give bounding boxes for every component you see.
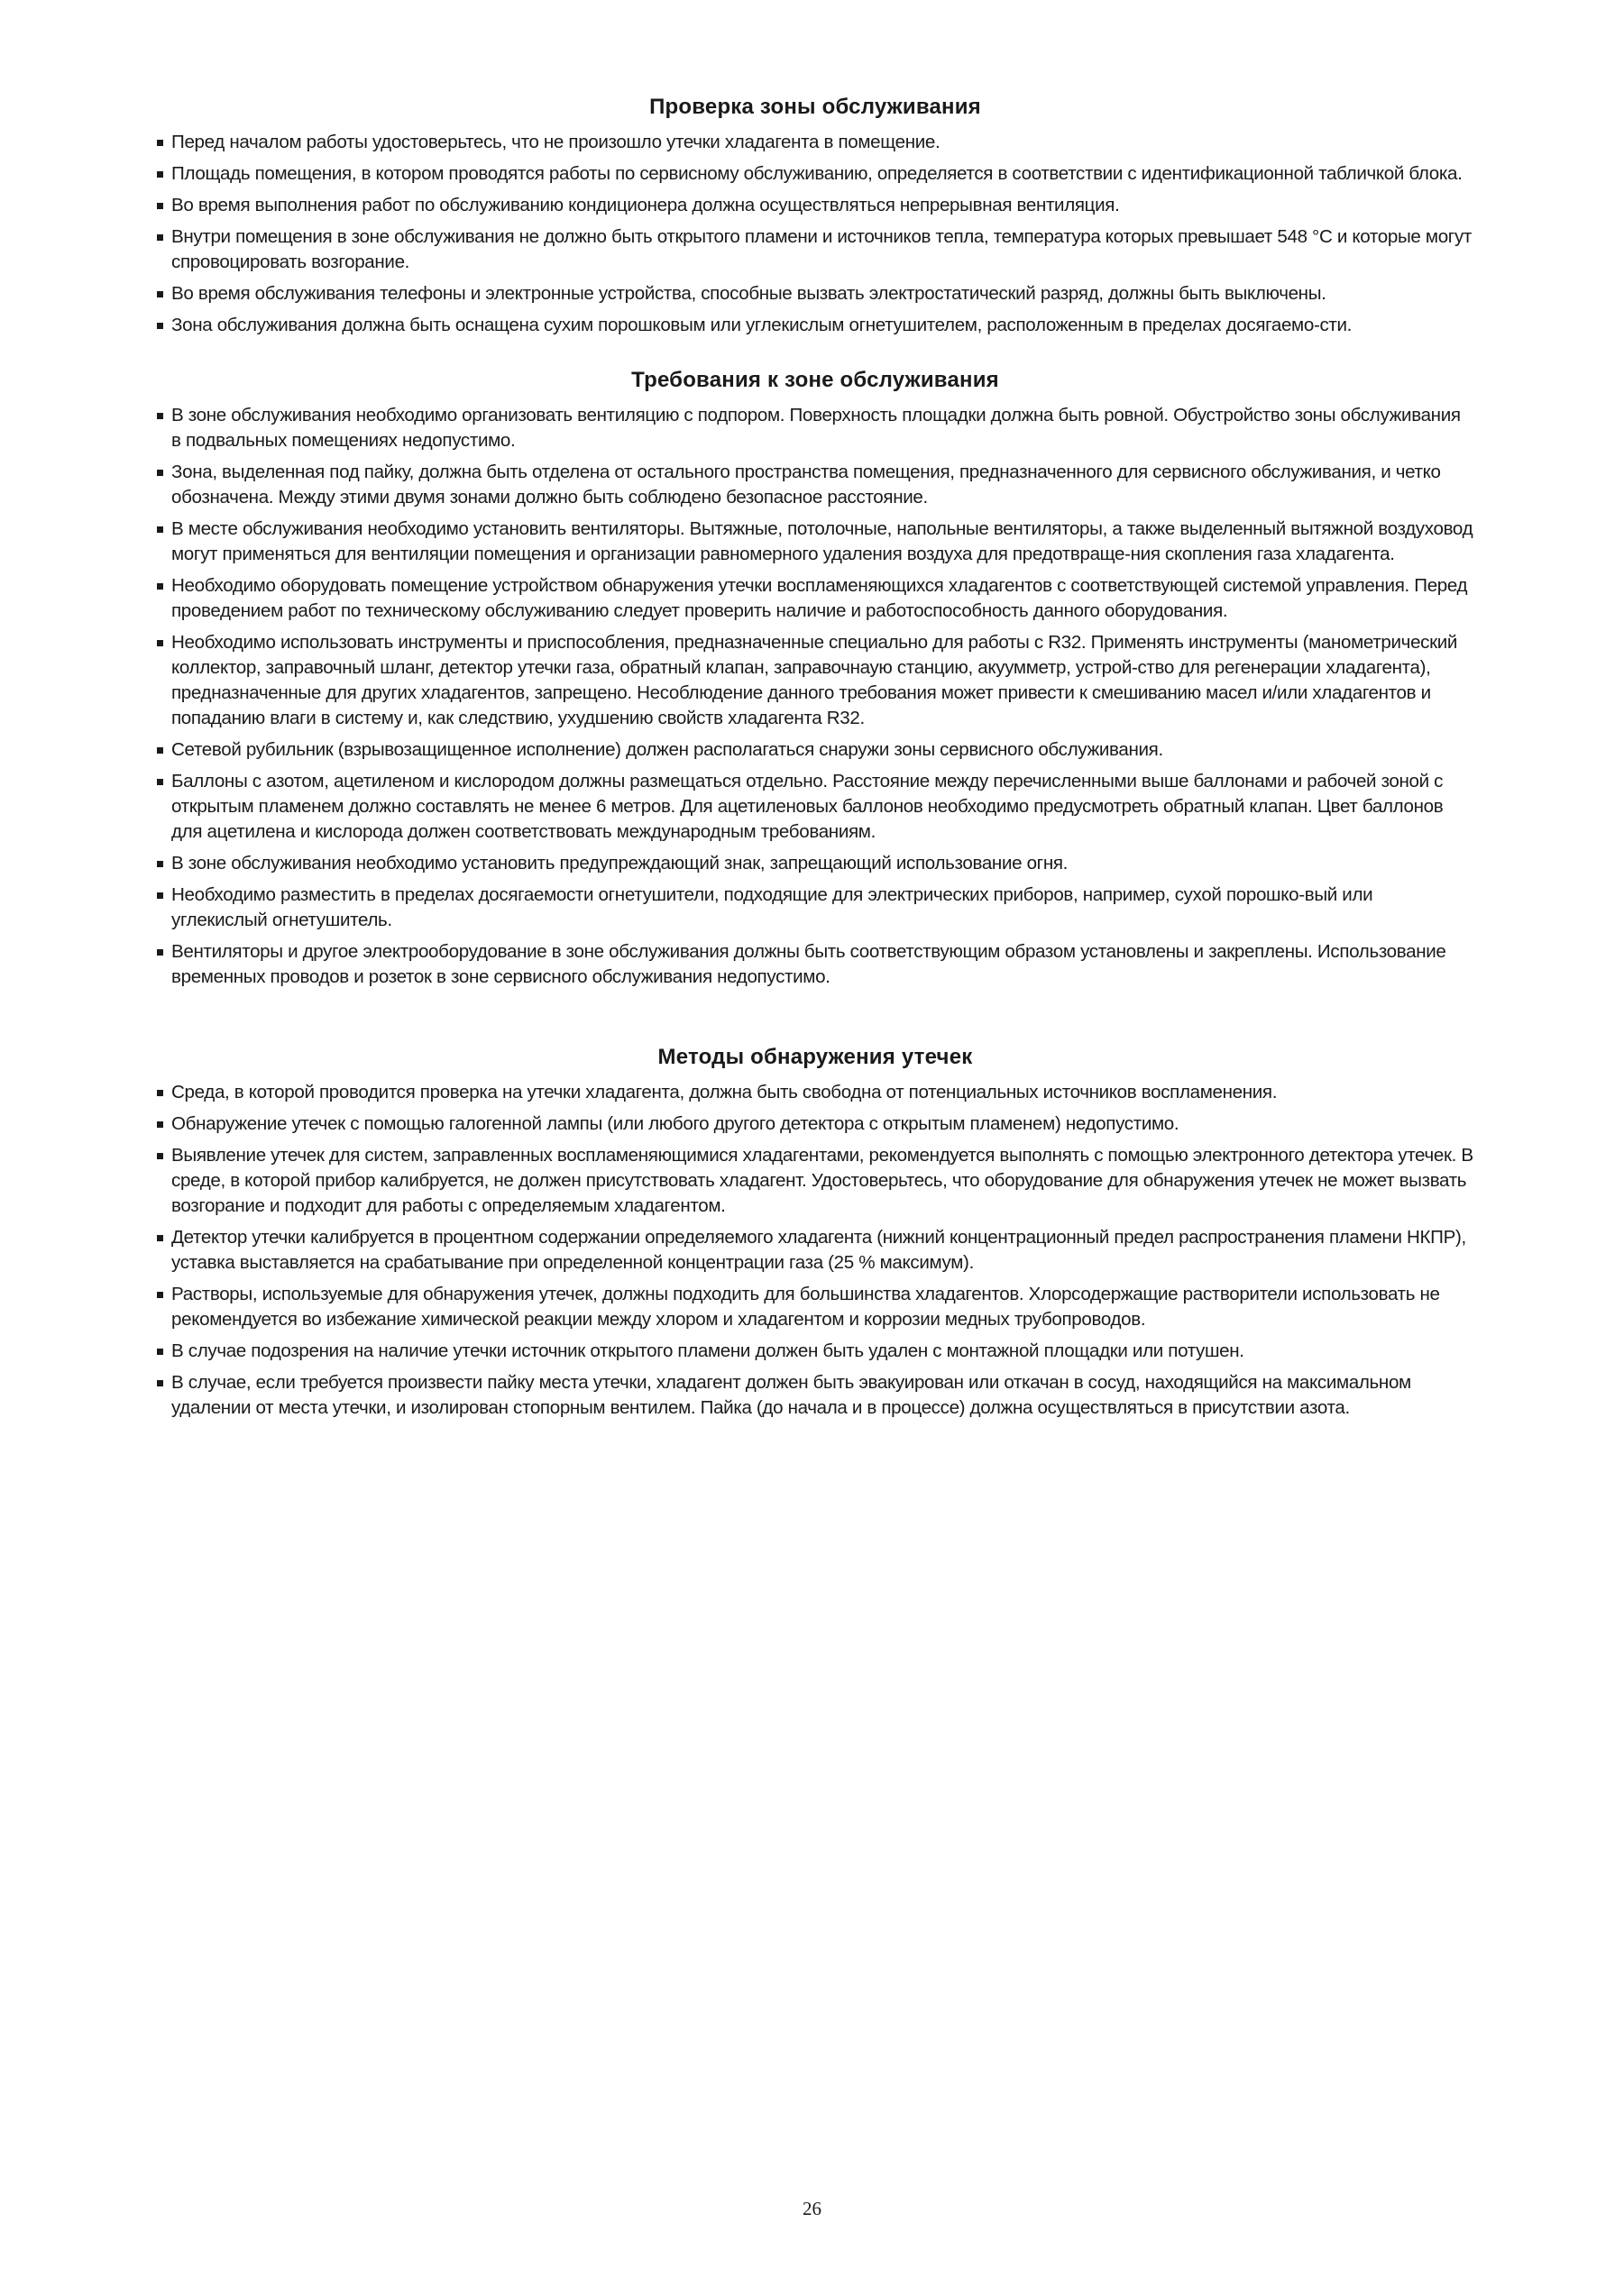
list-item: Необходимо оборудовать помещение устройством обнаружения утечки воспламеняющихся хладагентов с соответствующей системой управления. Перед проведением работ по техническому обслуживанию следует проверить наличие и работоспособность данного оборудования. bbox=[157, 573, 1473, 624]
list-item: Среда, в которой проводится проверка на утечки хладагента, должна быть свободна от потенциальных источников воспламенения. bbox=[157, 1080, 1473, 1105]
list-item: В зоне обслуживания необходимо организовать вентиляцию с подпором. Поверхность площадки должна быть ровной. Обустройство зоны обслуживания в подвальных помещениях недопустимо. bbox=[157, 403, 1473, 453]
list-item: В случае, если требуется произвести пайку места утечки, хладагент должен быть эвакуирован или откачан в сосуд, находящийся на максимальном удалении от места утечки, и изолирован стопорным вентилем. Пайка (до начала и в процессе) должна осуществляться в присутствии азота. bbox=[157, 1370, 1473, 1421]
list-item: Вентиляторы и другое электрооборудование в зоне обслуживания должны быть соответствующим образом установлены и закреплены. Использование временных проводов и розеток в зоне сервисного обслуживания недопустимо. bbox=[157, 939, 1473, 990]
list-item: Внутри помещения в зоне обслуживания не должно быть открытого пламени и источников тепла, температура которых превышает 548 °С и которые могут спровоцировать возгорание. bbox=[157, 224, 1473, 275]
list-item: Площадь помещения, в котором проводятся работы по сервисному обслуживанию, определяется в соответствии с идентификационной табличкой блока. bbox=[157, 161, 1473, 187]
bullet-list bbox=[157, 1080, 1473, 1421]
list-item: Растворы, используемые для обнаружения утечек, должны подходить для большинства хладагентов. Хлорсодержащие растворители использовать не рекомендуется во избежание химической реакции между хлором и хладагентом и коррозии медных трубопроводов. bbox=[157, 1282, 1473, 1332]
list-item: Перед началом работы удостоверьтесь, что не произошло утечки хладагента в помещение. bbox=[157, 130, 1473, 155]
list-item: Выявление утечек для систем, заправленных воспламеняющимися хладагентами, рекомендуется выполнять с помощью электронного детектора утечек. В среде, в которой прибор калибруется, не должен присутствовать хладагент. Удостоверьтесь, что оборудование для обнаружения утечек не может вызвать возгорание и подходит для работы с определяемым хладагентом. bbox=[157, 1143, 1473, 1219]
list-item: Необходимо использовать инструменты и приспособления, предназначенные специально для работы с R32. Применять инструменты (манометрический коллектор, заправочный шланг, детектор утечки газа, обратный клапан, заправочнаую станцию, акуумметр, устрой-ство для регенерации хладагента), предназначенные для других хладагентов, запрещено. Несоблюдение данного требования может привести к смешиванию масел и/или хладагентов и попаданию влаги в систему и, как следствию, ухудшению свойств хладагента R32. bbox=[157, 630, 1473, 731]
page-content bbox=[157, 92, 1473, 1427]
section-leak-detection-methods bbox=[157, 1042, 1473, 1421]
list-item: Необходимо разместить в пределах досягаемости огнетушители, подходящие для электрических приборов, например, сухой порошко-вый или углекислый огнетушитель. bbox=[157, 883, 1473, 933]
section-service-area-check bbox=[157, 92, 1473, 338]
bullet-list bbox=[157, 130, 1473, 338]
section-title: Методы обнаружения утечек bbox=[657, 1045, 973, 1069]
list-item: В случае подозрения на наличие утечки источник открытого пламени должен быть удален с монтажной площадки или потушен. bbox=[157, 1339, 1473, 1364]
section-title: Проверка зоны обслуживания bbox=[649, 95, 981, 119]
section-title: Требования к зоне обслуживания bbox=[631, 368, 999, 392]
list-item: Во время выполнения работ по обслуживанию кондиционера должна осуществляться непрерывная вентиляция. bbox=[157, 193, 1473, 218]
list-item: Детектор утечки калибруется в процентном содержании определяемого хладагента (нижний концентрационный предел распространения пламени НКПР), уставка выставляется на срабатывание при определенной концентрации газа (25 % максимум). bbox=[157, 1225, 1473, 1276]
bullet-list bbox=[157, 403, 1473, 990]
list-item: Сетевой рубильник (взрывозащищенное исполнение) должен располагаться снаружи зоны сервисного обслуживания. bbox=[157, 737, 1473, 763]
list-item: В зоне обслуживания необходимо установить предупреждающий знак, запрещающий использование огня. bbox=[157, 851, 1473, 876]
page-number: 26 bbox=[803, 2198, 821, 2219]
list-item: Баллоны с азотом, ацетиленом и кислородом должны размещаться отдельно. Расстояние между перечисленными выше баллонами и рабочей зоной с открытым пламенем должно составлять не менее 6 метров. Для ацетиленовых баллонов необходимо предусмотреть обратный клапан. Цвет баллонов для ацетилена и кислорода должен соответствовать международным требованиям. bbox=[157, 769, 1473, 845]
list-item: Обнаружение утечек с помощью галогенной лампы (или любого другого детектора с открытым пламенем) недопустимо. bbox=[157, 1111, 1473, 1137]
list-item: Зона, выделенная под пайку, должна быть отделена от остального пространства помещения, предназначенного для сервисного обслуживания, и четко обозначена. Между этими двумя зонами должно быть соблюдено безопасное расстояние. bbox=[157, 460, 1473, 510]
list-item: Зона обслуживания должна быть оснащена сухим порошковым или углекислым огнетушителем, расположенным в пределах досягаемо-сти. bbox=[157, 313, 1473, 338]
list-item: В месте обслуживания необходимо установить вентиляторы. Вытяжные, потолочные, напольные вентиляторы, а также выделенный вытяжной воздуховод могут применяться для вентиляции помещения и организации равномерного удаления воздуха для предотвраще-ния скопления газа хладагента. bbox=[157, 517, 1473, 567]
section-service-area-requirements bbox=[157, 365, 1473, 990]
list-item: Во время обслуживания телефоны и электронные устройства, способные вызвать электростатический разряд, должны быть выключены. bbox=[157, 281, 1473, 306]
